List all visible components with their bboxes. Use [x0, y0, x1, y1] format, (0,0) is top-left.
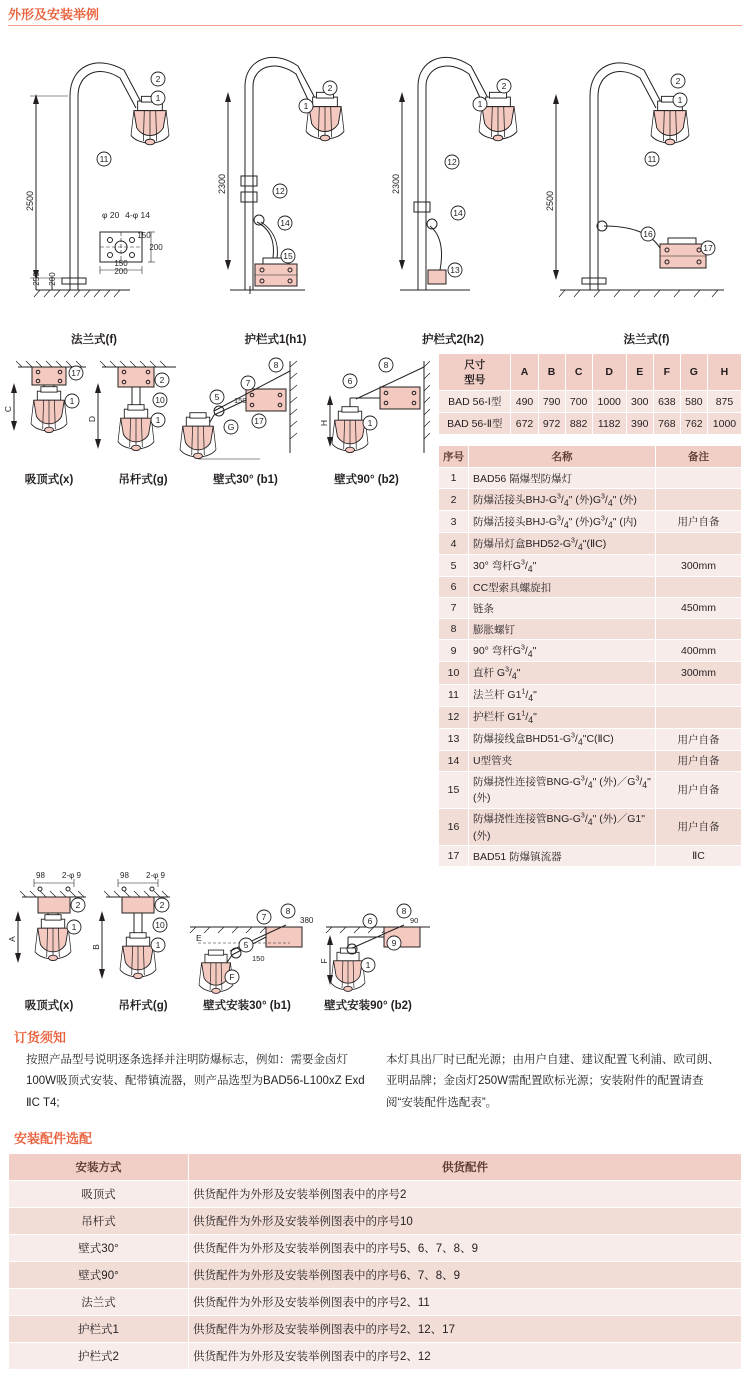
- fitting-parts: 供货配件为外形及安装举例图表中的序号6、7、8、9: [189, 1261, 742, 1288]
- tables-column: [430, 353, 750, 867]
- dim-corner-bottom: 型号: [464, 374, 486, 386]
- table-row: [439, 846, 742, 867]
- part-remark: 用户自备: [656, 511, 742, 533]
- row2-captions: [0, 471, 430, 487]
- dim-2-G: 762: [680, 413, 707, 435]
- caption-rod-g-2: 吊杆式(g): [118, 1000, 168, 1013]
- svg-text:φ 20: φ 20: [102, 210, 120, 220]
- table-row: [9, 1288, 742, 1315]
- fittings-header-way: 安装方式: [9, 1153, 189, 1180]
- part-name: BAD56 隔爆型防爆灯: [469, 468, 656, 489]
- table-row: [439, 808, 742, 845]
- fitting-way: 吊杆式: [9, 1207, 189, 1234]
- part-name: 直杆 $G^3/_4$": [469, 662, 656, 684]
- caption-flange-f-1: 法兰式(f): [71, 334, 117, 346]
- part-name: 防爆活接头BHJ-$G^3/_4$" (外)$G^3/_4$" (内): [469, 511, 656, 533]
- dim-2-A: 672: [511, 413, 538, 435]
- fitting-way: 吸顶式: [9, 1180, 189, 1207]
- table-row: [9, 1315, 742, 1342]
- svg-text:15: 15: [283, 251, 293, 261]
- part-no: 2: [439, 489, 469, 511]
- parts-header-row: [439, 446, 742, 468]
- dim-col-E: E: [626, 354, 653, 391]
- fitting-parts: 供货配件为外形及安装举例图表中的序号2: [189, 1180, 742, 1207]
- part-remark: [656, 533, 742, 555]
- part-name: 护栏杆 $G1^1/_4$": [469, 706, 656, 728]
- part-remark: 用户自备: [656, 808, 742, 845]
- part-name: 膨胀螺钉: [469, 619, 656, 640]
- fitting-way: 壁式30°: [9, 1234, 189, 1261]
- svg-text:7: 7: [261, 912, 267, 923]
- table-row: [439, 706, 742, 728]
- dim-col-D: D: [592, 354, 626, 391]
- caption-wall90-b2-2: 壁式安装90° (b2): [324, 1000, 412, 1013]
- svg-text:1: 1: [303, 101, 309, 111]
- caption-ceiling-x-2: 吸顶式(x): [24, 1000, 74, 1013]
- caption-wall90-b2-1: 壁式90° (b2): [334, 474, 399, 486]
- order-note-right: 本灯具出厂时已配光源；由用户自建、建议配置飞利浦、欧司朗、亚明品牌；金卤灯250W需配置欧标光源；安装附件的配置请查阅“安装配件选配表”。: [386, 1054, 720, 1109]
- svg-text:98: 98: [120, 871, 129, 881]
- svg-text:200: 200: [48, 272, 57, 286]
- part-no: 4: [439, 533, 469, 555]
- table-row: [439, 640, 742, 662]
- svg-text:200: 200: [114, 267, 128, 276]
- dim-2-B: 972: [538, 413, 565, 435]
- svg-text:1: 1: [677, 95, 683, 105]
- fitting-parts: 供货配件为外形及安装举例图表中的序号2、11: [189, 1288, 742, 1315]
- svg-text:C: C: [3, 405, 13, 413]
- table-row: [439, 750, 742, 771]
- svg-text:10: 10: [155, 920, 165, 931]
- table-row: [439, 771, 742, 808]
- svg-text:150: 150: [137, 231, 151, 240]
- svg-text:11: 11: [647, 154, 657, 164]
- caption-ceiling-x-1: 吸顶式(x): [24, 474, 74, 486]
- svg-text:150: 150: [234, 396, 247, 405]
- svg-text:2: 2: [501, 81, 507, 91]
- svg-text:1: 1: [155, 93, 161, 103]
- svg-text:17: 17: [703, 243, 713, 253]
- svg-text:17: 17: [71, 368, 81, 378]
- dim-corner-top: 尺寸: [464, 359, 486, 371]
- fittings-table-wrap: [0, 1153, 750, 1382]
- table-row: [439, 511, 742, 533]
- table-row: [9, 1261, 742, 1288]
- part-remark: [656, 706, 742, 728]
- row3-captions: [0, 997, 750, 1013]
- table-row: [439, 533, 742, 555]
- part-no: 16: [439, 808, 469, 845]
- part-no: 9: [439, 640, 469, 662]
- svg-text:4-φ 14: 4-φ 14: [125, 210, 150, 220]
- svg-text:14: 14: [280, 218, 290, 228]
- section-title-outline: 外形及安装举例: [8, 0, 742, 26]
- dim-1-A: 490: [511, 391, 538, 413]
- svg-text:17: 17: [254, 416, 264, 426]
- svg-text:D: D: [87, 415, 97, 423]
- dim-2-C: 882: [565, 413, 592, 435]
- section-title-fittings: 安装配件选配: [14, 1130, 93, 1146]
- parts-header-name: 名称: [469, 446, 656, 468]
- part-no: 7: [439, 598, 469, 619]
- parts-table-body: [439, 468, 742, 867]
- part-remark: 450mm: [656, 598, 742, 619]
- section-title-order: 订货须知: [14, 1030, 67, 1046]
- svg-text:G: G: [227, 422, 235, 432]
- parts-table: [438, 445, 742, 867]
- svg-text:2: 2: [159, 375, 165, 385]
- part-remark: ⅡC: [656, 846, 742, 867]
- dim-1-D: 1000: [592, 391, 626, 413]
- part-remark: 用户自备: [656, 750, 742, 771]
- part-no: 11: [439, 684, 469, 706]
- row1-captions: [0, 331, 750, 347]
- part-remark: [656, 577, 742, 598]
- table-row: [439, 619, 742, 640]
- part-name: 防爆接线盒$BHD51-G^3/_4"C(ⅡC)$: [469, 728, 656, 750]
- dim-2-H: 1000: [707, 413, 741, 435]
- row2-block: [0, 353, 750, 867]
- dim-model-1: BAD 56-Ⅰ型: [439, 391, 511, 413]
- svg-text:1: 1: [155, 415, 161, 425]
- part-remark: 用户自备: [656, 771, 742, 808]
- svg-text:8: 8: [273, 360, 279, 370]
- svg-text:2: 2: [159, 900, 165, 911]
- dim-1-E: 300: [626, 391, 653, 413]
- part-remark: [656, 468, 742, 489]
- svg-text:14: 14: [453, 208, 463, 218]
- svg-text:5: 5: [243, 940, 249, 951]
- svg-text:150: 150: [252, 954, 265, 964]
- part-remark: 300mm: [656, 555, 742, 577]
- table-row: [439, 577, 742, 598]
- part-name: BAD51 防爆镇流器: [469, 846, 656, 867]
- part-no: 8: [439, 619, 469, 640]
- svg-text:E: E: [196, 933, 202, 944]
- drawing-row-2: [0, 353, 430, 867]
- part-no: 3: [439, 511, 469, 533]
- svg-text:1: 1: [155, 940, 161, 951]
- svg-text:1: 1: [71, 922, 77, 933]
- drawing-row-1: [0, 26, 750, 347]
- fittings-table: [8, 1153, 742, 1370]
- order-note-left: 按照产品型号说明逐条选择并注明防爆标志，例如：需要金卤灯100W吸顶式安装、配带镇流器，则产品选型为BAD56-L100xZ Exd ⅡC T4;: [26, 1054, 365, 1109]
- svg-text:90: 90: [410, 916, 419, 926]
- part-no: 1: [439, 468, 469, 489]
- caption-flange-f-2: 法兰式(f): [623, 334, 670, 346]
- table-row: [439, 684, 742, 706]
- svg-text:10: 10: [155, 395, 165, 405]
- part-no: 13: [439, 728, 469, 750]
- caption-rail-h1: 护栏式1(h1): [244, 334, 307, 346]
- svg-text:8: 8: [285, 906, 291, 917]
- part-remark: [656, 684, 742, 706]
- part-remark: [656, 489, 742, 511]
- fitting-way: 法兰式: [9, 1288, 189, 1315]
- dim-1-F: 638: [653, 391, 680, 413]
- dim-2-F: 768: [653, 413, 680, 435]
- part-no: 5: [439, 555, 469, 577]
- svg-text:6: 6: [347, 376, 353, 386]
- dim-1-B: 790: [538, 391, 565, 413]
- part-remark: [656, 619, 742, 640]
- part-no: 17: [439, 846, 469, 867]
- table-row: [439, 468, 742, 489]
- svg-text:F: F: [229, 972, 235, 983]
- part-no: 15: [439, 771, 469, 808]
- part-no: 14: [439, 750, 469, 771]
- dim-col-F: F: [653, 354, 680, 391]
- part-no: 6: [439, 577, 469, 598]
- fitting-way: 壁式90°: [9, 1261, 189, 1288]
- part-name: 防爆挠性连接管BNG-$G^3/_4$" (外)／G1" (外): [469, 808, 656, 845]
- dim-header-row: [439, 354, 742, 391]
- svg-text:6: 6: [367, 916, 373, 927]
- table-row: [9, 1234, 742, 1261]
- order-notes: [0, 1048, 750, 1114]
- dim-col-G: G: [680, 354, 707, 391]
- svg-text:2500: 2500: [25, 190, 35, 212]
- dim-col-C: C: [565, 354, 592, 391]
- svg-text:9: 9: [391, 938, 397, 949]
- svg-text:16: 16: [643, 229, 653, 239]
- ceiling-rod-wall-drawings: [0, 353, 430, 471]
- svg-text:2: 2: [155, 74, 161, 84]
- parts-header-no: 序号: [439, 446, 469, 468]
- part-name: 法兰杆 $G1^1/_4$": [469, 684, 656, 706]
- table-row: [439, 598, 742, 619]
- svg-text:7: 7: [245, 378, 251, 388]
- table-row: [439, 555, 742, 577]
- svg-text:150: 150: [114, 259, 128, 268]
- fitting-parts: 供货配件为外形及安装举例图表中的序号2、12: [189, 1342, 742, 1369]
- dim-row-model-1: [439, 391, 742, 413]
- svg-text:250: 250: [32, 272, 41, 286]
- svg-text:2: 2: [675, 76, 681, 86]
- svg-text:200: 200: [149, 243, 163, 252]
- part-no: 10: [439, 662, 469, 684]
- fitting-way: 护栏式2: [9, 1342, 189, 1369]
- fitting-parts: 供货配件为外形及安装举例图表中的序号2、12、17: [189, 1315, 742, 1342]
- svg-text:F: F: [319, 958, 329, 964]
- svg-text:380: 380: [300, 916, 314, 926]
- table-row: [439, 489, 742, 511]
- dim-1-H: 875: [707, 391, 741, 413]
- dim-corner-cell: [439, 354, 511, 391]
- dim-row-model-2: [439, 413, 742, 435]
- table-row: [9, 1342, 742, 1369]
- part-name: 30° 弯杆$G^3/_4$": [469, 555, 656, 577]
- part-name: 链条: [469, 598, 656, 619]
- parts-header-remark: 备注: [656, 446, 742, 468]
- svg-text:11: 11: [99, 154, 109, 164]
- svg-text:2-φ 9: 2-φ 9: [146, 871, 165, 881]
- part-name: 防爆吊灯盒$BHD52-G^3/_4"(ⅡC)$: [469, 533, 656, 555]
- pole-mount-drawings: [0, 26, 750, 331]
- svg-text:12: 12: [275, 186, 285, 196]
- svg-text:B: B: [91, 944, 101, 950]
- dimension-table: [438, 353, 742, 435]
- fitting-parts: 供货配件为外形及安装举例图表中的序号10: [189, 1207, 742, 1234]
- dim-col-H: H: [707, 354, 741, 391]
- svg-text:1: 1: [477, 99, 483, 109]
- svg-text:5: 5: [214, 392, 220, 402]
- svg-text:1: 1: [367, 418, 373, 428]
- svg-text:A: A: [7, 936, 17, 942]
- dim-2-D: 1182: [592, 413, 626, 435]
- svg-text:2300: 2300: [391, 173, 401, 195]
- svg-text:H: H: [319, 419, 329, 427]
- svg-text:8: 8: [401, 906, 407, 917]
- table-row: [439, 662, 742, 684]
- caption-rod-g-1: 吊杆式(g): [118, 474, 168, 486]
- caption-wall30-b1-2: 壁式安装30° (b1): [203, 1000, 291, 1013]
- fitting-parts: 供货配件为外形及安装举例图表中的序号5、6、7、8、9: [189, 1234, 742, 1261]
- fitting-way: 护栏式1: [9, 1315, 189, 1342]
- svg-text:1: 1: [69, 396, 75, 406]
- part-name: U型管夹: [469, 750, 656, 771]
- part-no: 12: [439, 706, 469, 728]
- part-remark: 用户自备: [656, 728, 742, 750]
- fittings-table-body: [9, 1180, 742, 1369]
- svg-text:12: 12: [447, 157, 457, 167]
- caption-wall30-b1-1: 壁式30° (b1): [213, 474, 278, 486]
- fittings-header-row: [9, 1153, 742, 1180]
- dim-model-2: BAD 56-Ⅱ型: [439, 413, 511, 435]
- part-remark: 300mm: [656, 662, 742, 684]
- svg-text:2300: 2300: [217, 173, 227, 195]
- part-name: 防爆活接头BHJ-$G^3/_4$" (外)$G^3/_4$" (外): [469, 489, 656, 511]
- fittings-header-parts: 供货配件: [189, 1153, 742, 1180]
- dim-1-C: 700: [565, 391, 592, 413]
- table-row: [9, 1207, 742, 1234]
- svg-text:2: 2: [75, 900, 81, 911]
- drawing-row-3: [0, 869, 750, 1013]
- dim-1-G: 580: [680, 391, 707, 413]
- dim-2-E: 390: [626, 413, 653, 435]
- part-remark: 400mm: [656, 640, 742, 662]
- part-name: 防爆挠性连接管BNG-$G^3/_4$" (外)$/G^3/_4$" (外): [469, 771, 656, 808]
- part-name: CC型索具螺旋扣: [469, 577, 656, 598]
- dim-col-A: A: [511, 354, 538, 391]
- caption-rail-h2: 护栏式2(h2): [422, 334, 484, 346]
- table-row: [439, 728, 742, 750]
- svg-text:98: 98: [36, 871, 45, 881]
- mount-detail-drawings: [0, 869, 430, 997]
- svg-text:2-φ 9: 2-φ 9: [62, 871, 81, 881]
- svg-text:2500: 2500: [545, 190, 555, 212]
- svg-text:1: 1: [365, 960, 371, 971]
- table-row: [9, 1180, 742, 1207]
- svg-text:13: 13: [450, 265, 460, 275]
- part-name: 90° 弯杆$G^3/_4$": [469, 640, 656, 662]
- dim-col-B: B: [538, 354, 565, 391]
- svg-text:2: 2: [327, 83, 333, 93]
- svg-text:8: 8: [383, 360, 389, 370]
